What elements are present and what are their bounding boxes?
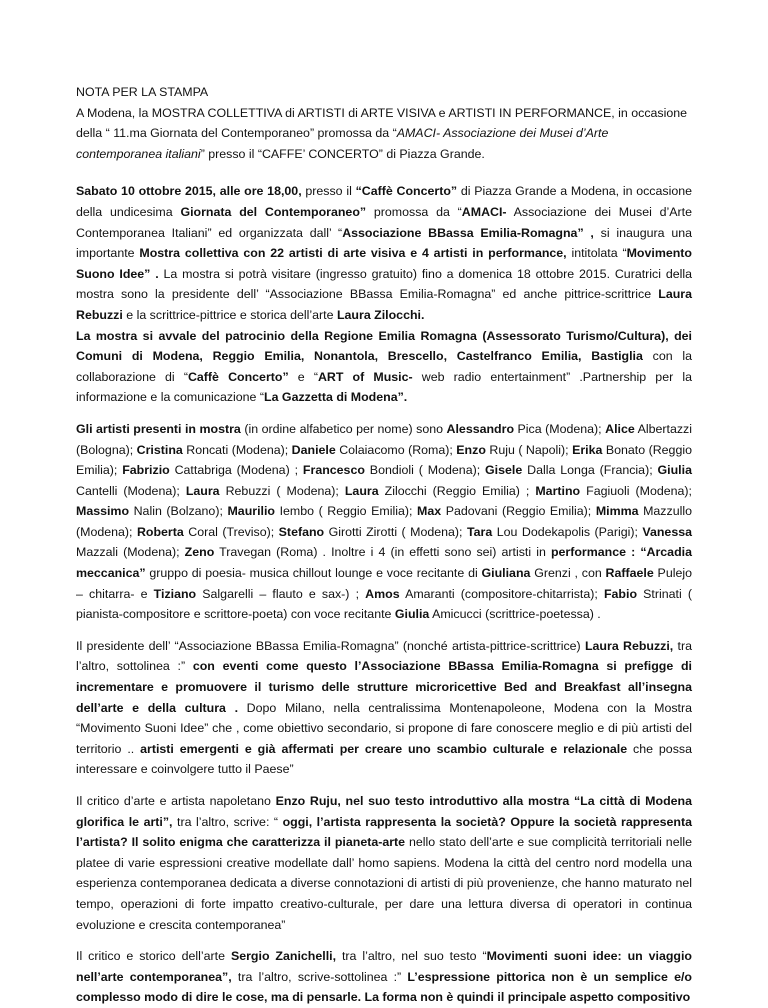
quote-bold: oggi, l’artista rappresenta la società? Oppure la società rappresenta l’artista? Il solito enigma che caratterizza il pianeta-arte [76,814,692,850]
text-span: Il critico d’arte e artista napoletano [76,794,276,808]
paragraph-critic-ruju [76,791,692,935]
intro-text: A Modena, la MOSTRA COLLETTIVA di ARTISTI di ARTE VISIVA e ARTISTI IN PERFORMANCE, in occasione della “ 11.ma Giornata del Contemporaneo” promossa da “ [76,105,688,141]
text-span: Ruju ( Napoli); [485,442,573,457]
text-span: tra l’altro, scrive-sottolinea :” [231,969,408,984]
performance-title: performance : “Arcadia meccanica” [76,545,692,581]
text-span: Dopo Milano, nella centralissima Montenapoleone, Modena con la Mostra “Movimento Suoni Idee” che , come obiettivo secondario, si propone di fare conoscere meglio e di più artisti del territorio .. [76,700,692,756]
event-date: Sabato 10 ottobre 2015, alle ore 18,00, [76,184,302,199]
artist-first-name: Tiziano [153,586,197,601]
text-span: Bondioli ( Modena); [364,463,486,478]
critic-name: Sergio Zanichelli, [230,949,337,964]
artist-first-name: Alessandro [446,421,515,436]
quote-bold: artisti emergenti e già affermati per creare uno scambio culturale e relazionale [140,741,628,756]
press-release-header [76,82,692,164]
text-span: web radio entertainment” .Partnership per la informazione e la comunicazione “ [76,369,692,405]
artist-first-name: Martino [535,483,581,498]
critic-text-title: Movimenti suoni idee: un viaggio nell’arte contemporanea”, [76,949,693,984]
text-span: promossa da “ [366,204,462,219]
text-span: tra l’altro, scrive: “ [172,814,283,829]
text-span: Salgarelli – flauto e sax-) ; [196,586,366,601]
artist-first-name: Alice [605,421,635,436]
text-span: Il presidente dell’ “Associazione BBassa Emilia-Romagna” (nonché artista-pittrice-scrittrice) [76,638,585,653]
text-span: Girotti Zirotti ( Modena); [324,524,467,539]
text-span: Nalin (Bolzano); [129,504,228,519]
text-span: Fagiuoli (Modena); [580,483,692,498]
amaci-name: AMACI- [461,204,507,219]
quote-bold: con eventi come questo l’Associazione BBassa Emilia-Romagna si prefigge di incrementare e promuovere il turismo delle strutture microricettive Bed and Breakfast all’insegna dell’arte e della cultura . [76,659,692,715]
text-span: Pica (Modena); [514,421,606,436]
paragraph-event-details [76,181,692,408]
partner-name: ART of Music- [317,369,413,384]
artist-first-name: Massimo [76,504,130,519]
artist-first-name: Maurilio [227,504,275,519]
critic-text-title: Enzo Ruju, nel suo testo introduttivo alla mostra “La città di Modena glorifica le arti”, [76,794,692,829]
text-span: presso il [301,184,356,199]
artist-first-name: Vanessa [642,524,692,539]
text-span: Coral (Treviso); [183,524,279,539]
text-span: si inaugura una importante [76,225,693,261]
text-span: Bonato (Reggio Emilia); [76,442,692,478]
text-span: Roncati (Modena); [182,442,292,457]
text-span: Mazzali (Modena); [76,545,185,560]
event-name: Giornata del Contemporaneo” [180,204,367,219]
text-span: Amicucci (scrittrice-poetessa) . [429,607,601,622]
text-span: tra l’altro, nel suo testo “ [336,949,487,964]
exhibition-title: Movimento Suono Idee” . [76,246,692,281]
text-span: intitolata “ [566,246,627,261]
artist-first-name: Francesco [302,463,365,478]
artist-first-name: Laura [185,483,220,498]
venue-name: “Caffè Concerto” [355,184,458,199]
text-span: Travegan (Roma) . Inoltre i 4 (in effetti sono sei) artisti in [214,545,551,560]
text-span: Albertazzi (Bologna); [76,421,692,457]
artist-first-name: Raffaele [605,566,654,581]
curator-name: Laura Zilocchi. [336,307,425,322]
quote-bold: L’espressione pittorica non è un semplice e/o complesso modo di dire le cose, ma di pensarle. La forma non è quindi il principale aspetto compositivo [76,969,692,1005]
organizer-name: Associazione BBassa Emilia-Romagna” , [342,225,594,240]
text-span: Iembo ( Reggio Emilia); [274,504,418,519]
artist-first-name: Fabrizio [122,463,170,478]
media-partner-name: La Gazzetta di Modena”. [264,390,408,405]
text-span: Pulejo – chitarra- e [76,566,692,601]
artist-first-name: Max [417,504,442,519]
text-span: Mazzullo (Modena); [76,504,692,539]
intro-amaci-italic: AMACI- Associazione dei Musei d’Arte contemporanea italiani [76,126,609,161]
artist-first-name: Cristina [136,442,183,457]
artist-first-name: Stefano [278,524,325,539]
text-span: Cattabriga (Modena) ; [169,463,303,478]
artist-first-name: Mimma [595,504,639,519]
text-span: di Piazza Grande a Modena, in occasione della undicesima [76,184,693,219]
text-span: gruppo di poesia- musica chillout lounge e voce recitante di [145,566,482,581]
text-span: con la collaborazione di “ [76,349,692,384]
text-span: Strinati ( pianista-compositore e scrittore-poeta) con voce recitante [76,586,692,622]
text-span: La mostra si potrà visitare (ingresso gratuito) fino a domenica 18 ottobre 2015. Curatrici della mostra sono la presidente dell’ “Associazione BBassa Emilia-Romagna” ed anche pittrice-scrittrice [76,266,693,302]
artist-first-name: Laura [344,483,379,498]
text-span: Cantelli (Modena); [76,483,186,498]
text-span: Padovani (Reggio Emilia); [441,504,596,519]
artist-first-name: Giulia [657,463,692,478]
artist-first-name: Erika [572,442,603,457]
intro-text-end: ” presso il “CAFFE’ CONCERTO” di Piazza Grande. [200,146,485,161]
artist-first-name: Tara [466,524,493,539]
text-span: Lou Dodekapolis (Parigi); [492,524,643,539]
text-span: che possa interessare e coinvolgere tutto il Paese” [76,741,692,777]
paragraph-critic-zanichelli [76,946,692,1008]
text-span: Grenzi , con [530,566,606,581]
artist-first-name: Giuliana [481,566,531,581]
paragraph-president-quote [76,636,692,780]
artist-first-name: Giulia [394,607,430,622]
artist-first-name: Zeno [184,545,215,560]
text-span: Rebuzzi ( Modena); [219,483,345,498]
paragraph-artists-list [76,419,692,625]
artists-heading: Gli artisti presenti in mostra [76,421,241,436]
patronage-text: La mostra si avvale del patrocinio della Regione Emilia Romagna (Assessorato Turismo/Cultura), dei Comuni di Modena, Reggio Emilia, Nonantola, Brescello, Castelfranco Emilia, Bastiglia [76,328,692,364]
artist-first-name: Fabio [603,586,638,601]
exhibition-description: Mostra collettiva con 22 artisti di arte visiva e 4 artisti in performance, [139,246,567,261]
text-span: tra l’altro, sottolinea :” [76,638,692,674]
artist-first-name: Daniele [291,442,336,457]
text-span: e “ [288,369,318,384]
president-name: Laura Rebuzzi, [584,638,674,653]
artist-first-name: Gisele [485,463,523,478]
text-span: Il critico e storico dell’arte [76,949,231,964]
text-span: Associazione dei Musei d’Arte Contemporanea Italiani” ed organizzata dall’ “ [76,204,692,240]
document-title: NOTA PER LA STAMPA [76,85,209,99]
artist-first-name: Enzo [456,442,486,457]
text-span: nello stato dell’arte e sue complicità territoriali nelle platee di varie espressioni creative modellate dall’ homo sapiens. Modena la città del centro nord modella una esperienza contemporanea dedicata a diverse connotazioni di artisti di più provenienze, che hanno maturato nel tempo, operazioni di forte impatto creativo-culturale, per dare una lettura diversa di operatori in continua evoluzione e crescita contemporanea” [76,835,692,932]
artist-first-name: Roberta [136,524,184,539]
text-span: Dalla Longa (Francia); [522,463,658,478]
text-span: Zilocchi (Reggio Emilia) ; [378,483,536,498]
artist-first-name: Amos [365,586,400,601]
text-span: Colaiacomo (Roma); [335,442,457,457]
text-span: (in ordine alfabetico per nome) sono [240,421,447,436]
curator-name: Laura Rebuzzi [76,287,692,322]
text-span: Amaranti (compositore-chitarrista); [399,586,604,601]
text-span: e la scrittrice-pittrice e storica dell’arte [122,307,337,322]
partner-name: Caffè Concerto” [187,369,289,384]
